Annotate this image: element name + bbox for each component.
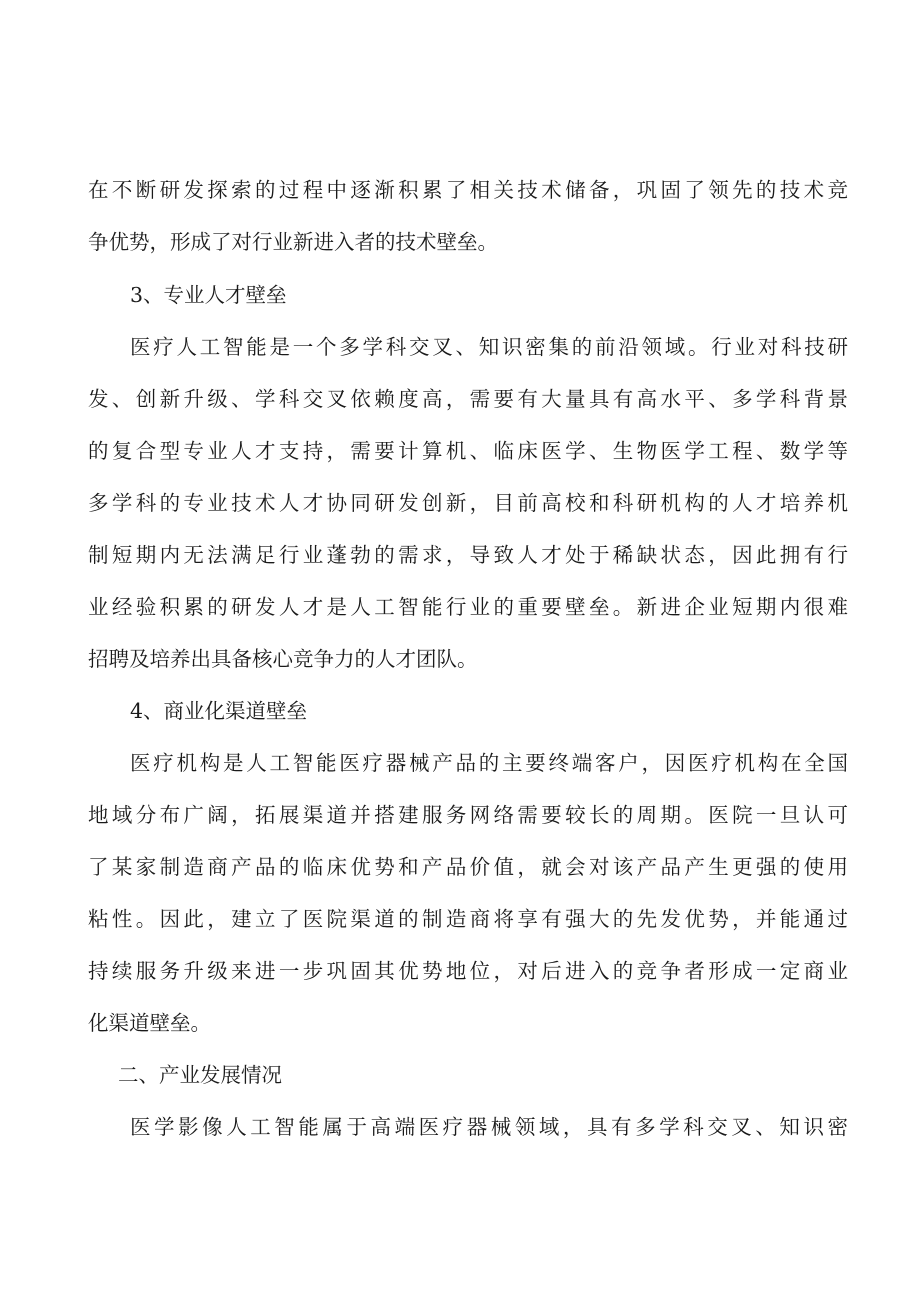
paragraph-line: 制短期内无法满足行业蓬勃的需求，导致人才处于稀缺状态，因此拥有行 (88, 543, 848, 567)
paragraph-line: 业经验积累的研发人才是人工智能行业的重要壁垒。新进企业短期内很难 (88, 595, 848, 619)
paragraph-line: 粘性。因此，建立了医院渠道的制造商将享有强大的先发优势，并能通过 (88, 907, 848, 931)
paragraph-line: 医疗人工智能是一个多学科交叉、知识密集的前沿领域。行业对科技研 (130, 335, 848, 359)
section-heading-industry: 二、产业发展情况 (118, 1063, 282, 1087)
paragraph-line: 地域分布广阔，拓展渠道并搭建服务网络需要较长的周期。医院一旦认可 (88, 803, 848, 827)
paragraph-line: 争优势，形成了对行业新进入者的技术壁垒。 (88, 230, 498, 254)
paragraph-line: 发、创新升级、学科交叉依赖度高，需要有大量具有高水平、多学科背景 (88, 387, 848, 411)
paragraph-line: 化渠道壁垒。 (88, 1011, 211, 1035)
section-heading-talent: 3、专业人才壁垒 (130, 283, 287, 307)
section-heading-channel: 4、商业化渠道壁垒 (130, 699, 308, 723)
paragraph-line: 在不断研发探索的过程中逐渐积累了相关技术储备，巩固了领先的技术竞 (88, 178, 848, 202)
paragraph-line: 多学科的专业技术人才协同研发创新，目前高校和科研机构的人才培养机 (88, 491, 848, 515)
paragraph-line: 医疗机构是人工智能医疗器械产品的主要终端客户，因医疗机构在全国 (130, 751, 848, 775)
paragraph-line: 持续服务升级来进一步巩固其优势地位，对后进入的竞争者形成一定商业 (88, 959, 848, 983)
paragraph-line: 招聘及培养出具备核心竞争力的人才团队。 (88, 647, 478, 671)
paragraph-line: 的复合型专业人才支持，需要计算机、临床医学、生物医学工程、数学等 (88, 439, 848, 463)
paragraph-line: 医学影像人工智能属于高端医疗器械领域，具有多学科交叉、知识密 (130, 1115, 848, 1139)
paragraph-line: 了某家制造商产品的临床优势和产品价值，就会对该产品产生更强的使用 (88, 855, 848, 879)
